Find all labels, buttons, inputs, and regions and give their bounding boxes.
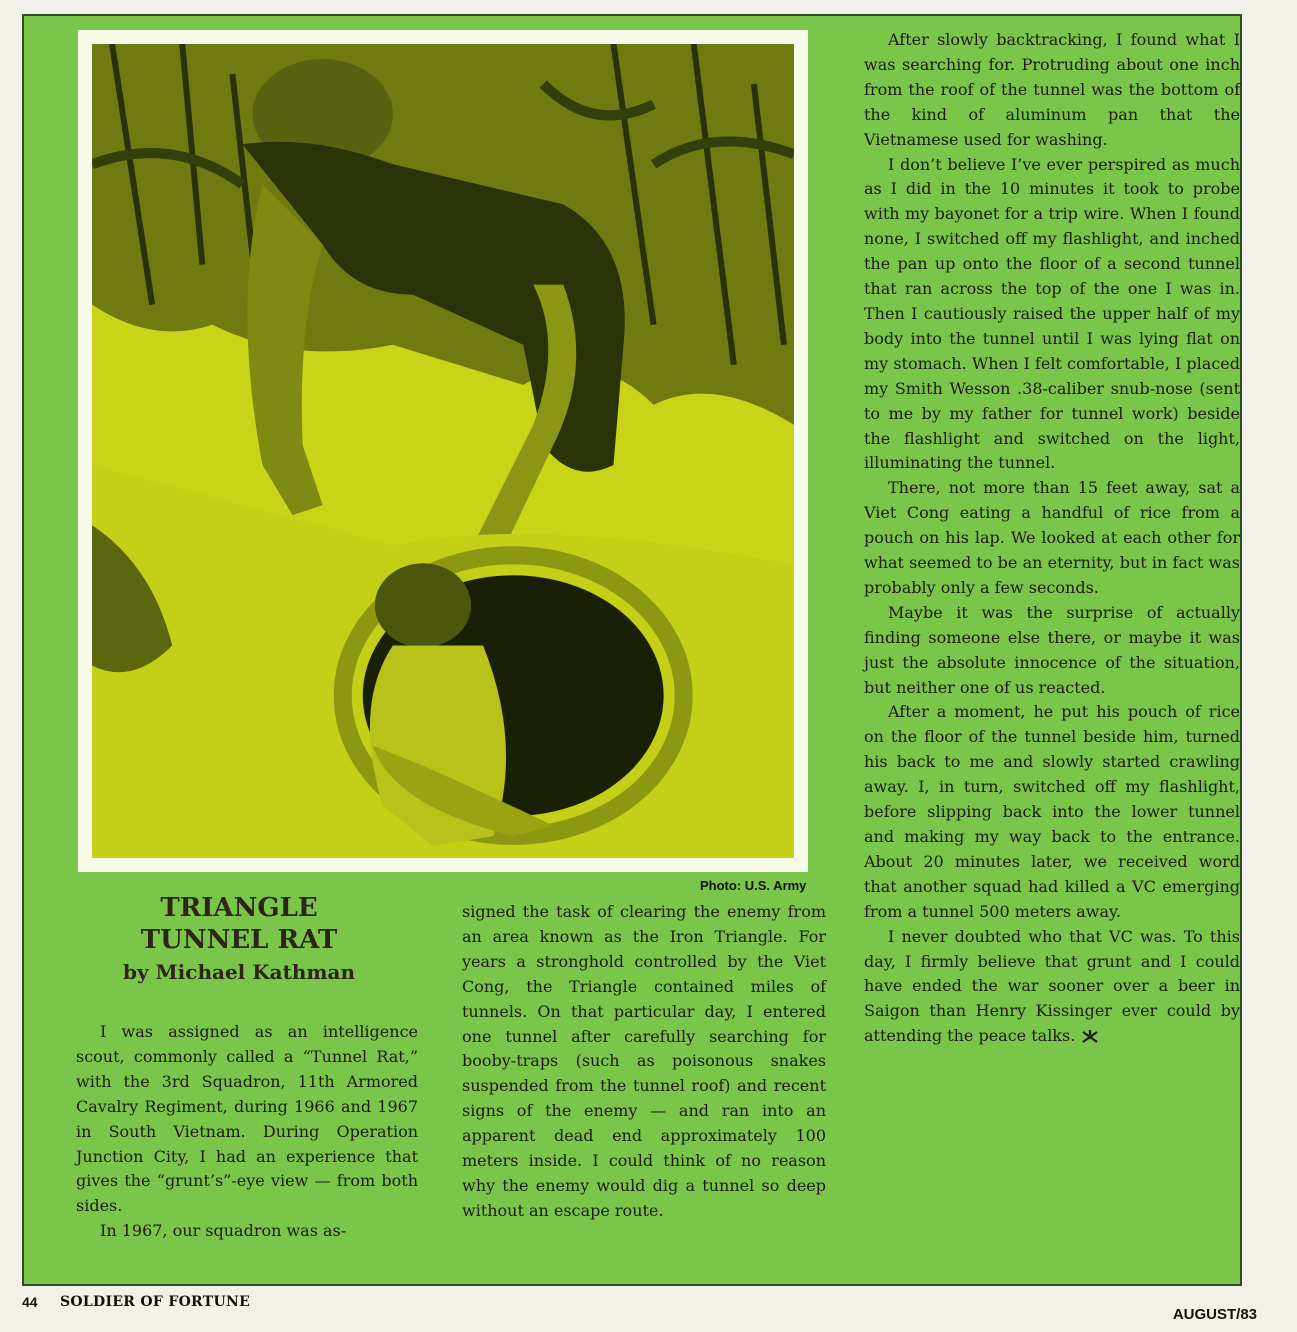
- tunnel-photo: [78, 30, 808, 872]
- paragraph: I was assigned as an intelligence scout, commonly called a “Tunnel Rat,” with the 3rd Squadron, 11th Armored Cavalry Regiment, during 1966 and 1967 in South Vietnam. During Operation Junction City, I had an experience that gives the “grunt’s”-eye view — from both sides.: [76, 1022, 418, 1216]
- paragraph: After slowly backtracking, I found what I was searching for. Protruding about one inch from the roof of the tunnel was the bottom of the kind of aluminum pan that the Vietnamese used for washing.: [864, 30, 1240, 149]
- paragraph: Maybe it was the surprise of actually finding someone else there, or maybe it was just the absolute innocence of the situation, but neither one of us reacted.: [864, 602, 1240, 697]
- paragraph: In 1967, our squadron was as-: [100, 1221, 347, 1241]
- photo-credit: Photo: U.S. Army: [700, 878, 807, 893]
- paragraph: There, not more than 15 feet away, sat a Viet Cong eating a handful of rice from a pouch on his lap. We looked at each other for what seemed to be an eternity, but in fact was probably only a few seconds.: [864, 478, 1240, 597]
- article-title: [84, 892, 394, 956]
- article-title-line-2: TUNNEL RAT: [140, 925, 338, 955]
- paragraph-final: [864, 925, 1240, 1050]
- paragraph: I don’t believe I’ve ever perspired as much as I did in the 10 minutes it took to probe with my bayonet for a trip wire. When I found none, I switched off my flashlight, and inched the pan up onto the floor of a second tunnel that ran across the top of the one I was in. Then I cautiously raised the upper half of my body into the tunnel until I was lying flat on my stomach. When I felt comfortable, I placed my Smith Wesson .38-caliber snub-nose (sent to me by my father for tunnel work) beside the flashlight and switched on the light, illuminating the tunnel.: [864, 154, 1240, 473]
- end-mark-icon: [1081, 1030, 1099, 1044]
- article-byline: by Michael Kathman: [122, 960, 356, 984]
- column-1: [76, 1020, 418, 1244]
- column-3: [864, 28, 1240, 1049]
- final-text: I never doubted who that VC was. To this day, I firmly believe that grunt and I could have ended the war sooner over a beer in Saigon than Henry Kissinger ever could by attending the peace talks.: [864, 926, 1240, 1046]
- column-2: [462, 900, 826, 1224]
- issue-date: AUGUST/83: [1172, 1306, 1257, 1323]
- article-title-line-1: TRIANGLE: [160, 893, 318, 923]
- article-panel: [22, 14, 1242, 1286]
- tunnel-photo-image: [92, 44, 794, 858]
- paragraph-continued: signed the task of clearing the enemy from an area known as the Iron Triangle. For years a stronghold controlled by the Viet Cong, the Triangle contained miles of tunnels. On that particular day, I entered one tunnel after carefully searching for booby-traps (such as poisonous snakes suspended from the tunnel roof) and recent signs of the enemy — and ran into an apparent dead end approximately 100 meters inside. I could think of no reason why the enemy would dig a tunnel so deep without an escape route.: [462, 902, 826, 1220]
- paragraph: After a moment, he put his pouch of rice on the floor of the tunnel beside him, turned his back to me and slowly started crawling away. I, in turn, switched off my flashlight, before slipping back into the lower tunnel and making my way back to the entrance. About 20 minutes later, we received word that another squad had killed a VC emerging from a tunnel 500 meters away.: [864, 702, 1240, 921]
- page-number: 44: [22, 1294, 38, 1310]
- magazine-name: SOLDIER OF FORTUNE: [60, 1294, 251, 1310]
